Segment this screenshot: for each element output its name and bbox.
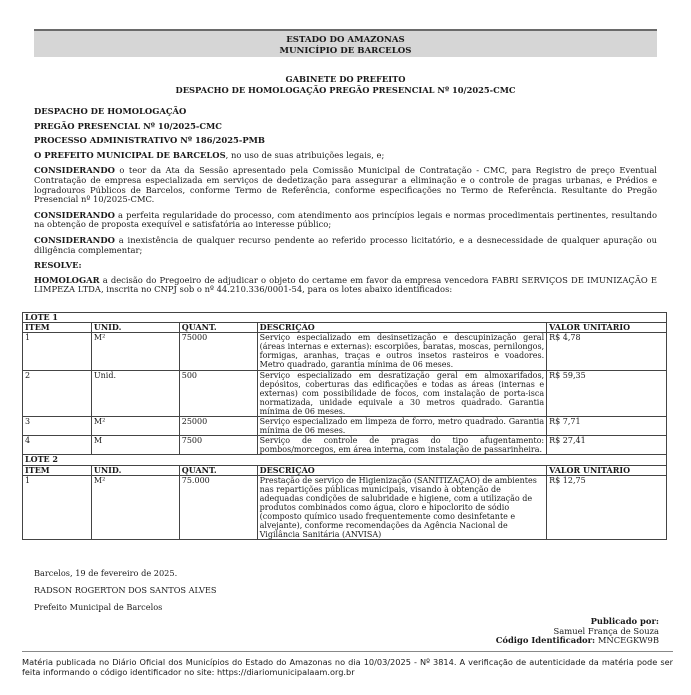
intro-text: , no uso de suas atribuições legais, e;: [225, 149, 385, 160]
publisher-name: Samuel França de Souza: [553, 625, 659, 636]
unit-cell: M: [91, 436, 179, 455]
homologar-paragraph: [34, 276, 657, 295]
document-body: [34, 107, 657, 301]
description-cell: Prestação de serviço de Higienização (SANITIZAÇÃO) de ambientes nas repartições públicas municipais, visando à obtenção de adequadas condições de salubridade e higiene, com a utilização de produtos combinados como água, cloro e hipoclorito de sódio (composto químico usado frequentemente como desinfetante e alvejante), conforme recomendações da Agência Nacional de Vigilância Sanitária (ANVISA): [257, 475, 546, 540]
signature-block: [34, 568, 217, 619]
unit-cell: M²: [91, 333, 179, 370]
considerando-label: CONSIDERANDO: [34, 165, 115, 176]
identifier-code: MNCEGKW9B: [597, 635, 659, 646]
footer-note: Matéria publicada no Diário Oficial dos Municípios do Estado do Amazonas no dia 10/03/2025 - Nº 3814. A verificação de autenticidade da matéria pode ser feita informando o código identificador no site: https://diariomunicipalaam.org.br: [22, 651, 673, 677]
considerando-text: o teor da Ata da Sessão apresentado pela Comissão Municipal de Contratação - CMC, para Registro de preço Eventual Contratação de empresa especializada em serviços de dedetização para assegurar a eliminação e o controle de pragas urbanas, e Prédios e logradouros Públicos de Barcelos, conforme Termo de Referência, conforme especificações no Termo de Referência. Resultante do Pregão Presencial nº 10/2025-CMC.: [34, 165, 657, 205]
title-pregao: PREGÃO PRESENCIAL Nº 10/2025-CMC: [34, 120, 222, 131]
table-header-row: [23, 323, 667, 333]
considerando-paragraph-3: [34, 236, 657, 255]
description-cell: Serviço especializado em desratização geral em almoxarifados, depósitos, coberturas das edificações e todas as áreas (internas e externas) com possibilidade de focos, com instalação de porta-isca normatizada, unidade equivale a 30 metros quadrado. Garantia mínima de 06 meses.: [257, 370, 546, 416]
publication-info: [496, 617, 659, 646]
quantity-cell: 500: [179, 370, 257, 416]
title-homologacao: DESPACHO DE HOMOLOGAÇÃO: [34, 106, 187, 116]
considerando-paragraph-2: [34, 211, 657, 230]
column-header: ITEM: [23, 465, 92, 475]
signatory-name: RADSON ROGERTON DOS SANTOS ALVES: [34, 585, 217, 595]
state-name: ESTADO DO AMAZONAS: [286, 35, 405, 45]
item-cell: 2: [23, 370, 92, 416]
column-header: ITEM: [23, 323, 92, 333]
item-cell: 1: [23, 475, 92, 540]
table-row: [23, 370, 667, 416]
signature-date: Barcelos, 19 de fevereiro de 2025.: [34, 568, 178, 578]
quantity-cell: 25000: [179, 417, 257, 436]
lot-label: LOTE 2: [23, 455, 667, 465]
table-row: [23, 436, 667, 455]
title-processo: PROCESSO ADMINISTRATIVO Nº 186/2025-PMB: [34, 135, 265, 146]
table-header-row: [23, 465, 667, 475]
unit-price-cell: R$ 4,78: [547, 333, 667, 370]
description-cell: Serviço de controle de pragas do tipo afugentamento: pombos/morcegos, em área interna, com instalação de passarinheira.: [257, 436, 546, 455]
lot-label: LOTE 1: [23, 313, 667, 323]
considerando-label: CONSIDERANDO: [34, 209, 115, 220]
column-header: DESCRIÇÃO: [257, 465, 546, 475]
column-header: UNID.: [91, 323, 179, 333]
column-header: QUANT.: [179, 323, 257, 333]
document-heading: DESPACHO DE HOMOLOGAÇÃO PREGÃO PRESENCIAL Nº 10/2025-CMC: [175, 84, 516, 95]
identifier-code-label: Código Identificador:: [495, 635, 596, 646]
municipality-name: MUNICÍPIO DE BARCELOS: [279, 45, 412, 56]
quantity-cell: 7500: [179, 436, 257, 455]
column-header: VALOR UNITÁRIO: [547, 465, 667, 475]
description-cell: Serviço especializado em limpeza de forro, metro quadrado. Garantia mínima de 06 meses.: [257, 417, 546, 436]
mayor-label: O PREFEITO MUNICIPAL DE BARCELOS: [34, 149, 226, 160]
table-row: [23, 417, 667, 436]
office-name: GABINETE DO PREFEITO: [285, 74, 406, 84]
description-cell: Serviço especializado em desinsetização e descupinização geral (áreas internas e externas): escorpiões, baratas, moscas, pernilongos, formigas, aranhas, traças e outros insetos rasteiros e voadores. Metro quadrado, garantia mínima de 06 meses.: [257, 333, 546, 370]
considerando-label: CONSIDERANDO: [34, 234, 115, 245]
column-header: VALOR UNITÁRIO: [547, 323, 667, 333]
unit-cell: M²: [91, 475, 179, 540]
column-header: UNID.: [91, 465, 179, 475]
unit-cell: Unid.: [91, 370, 179, 416]
item-cell: 3: [23, 417, 92, 436]
unit-price-cell: R$ 59,35: [547, 370, 667, 416]
state-header: [34, 29, 657, 57]
table-row: [23, 475, 667, 540]
item-cell: 1: [23, 333, 92, 370]
homologar-label: HOMOLOGAR: [34, 274, 100, 285]
table-row: [23, 333, 667, 370]
resolve-label: RESOLVE:: [34, 260, 82, 271]
considerando-paragraph-1: [34, 166, 657, 204]
lots-table: [22, 312, 667, 540]
quantity-cell: 75.000: [179, 475, 257, 540]
column-header: DESCRIÇÃO: [257, 323, 546, 333]
item-cell: 4: [23, 436, 92, 455]
quantity-cell: 75000: [179, 333, 257, 370]
intro-paragraph: [34, 151, 657, 161]
office-header: [34, 74, 657, 95]
unit-price-cell: R$ 12,75: [547, 475, 667, 540]
published-by-label: Publicado por:: [590, 616, 659, 626]
column-header: QUANT.: [179, 465, 257, 475]
considerando-text: a inexistência de qualquer recurso pendente ao referido processo licitatório, e a desnecessidade de qualquer apuração ou diligência complementar;: [34, 234, 657, 255]
signatory-role: Prefeito Municipal de Barcelos: [34, 602, 163, 612]
unit-price-cell: R$ 27,41: [547, 436, 667, 455]
homologar-text: a decisão do Pregoeiro de adjudicar o objeto do certame em favor da empresa vencedora FABRI SERVIÇOS DE IMUNIZAÇÃO E LIMPEZA LTDA, inscrita no CNPJ sob o nº 44.210.336/0001-54, para os lotes abaixo identificados:: [34, 274, 657, 295]
considerando-text: a perfeita regularidade do processo, com atendimento aos princípios legais e normas procedimentais pertinentes, resultando na obtenção de proposta exequível e satisfatória ao interesse público;: [34, 209, 657, 230]
unit-cell: M²: [91, 417, 179, 436]
unit-price-cell: R$ 7,71: [547, 417, 667, 436]
